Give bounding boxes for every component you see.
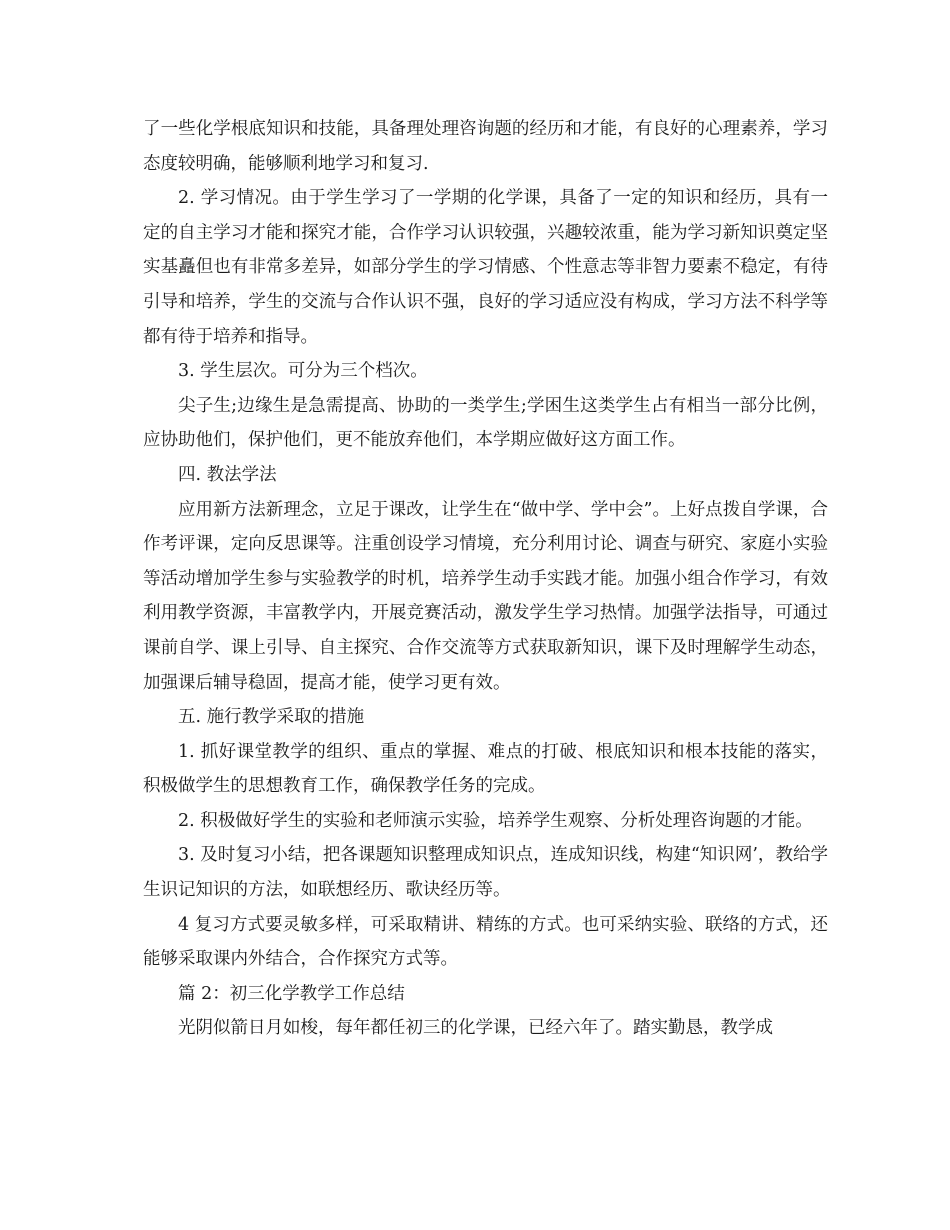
paragraph-chapter-2-intro: 光阴似箭日月如梭，每年都任初三的化学课，已经六年了。踏实勤恳，教学成 bbox=[178, 1018, 773, 1039]
paragraph-continuation: 了一些化学根底知识和技能，具备理处理咨询题的经历和才能，有良好的心理素养，学习态度较明确，能够顺利地学习和复习. bbox=[143, 119, 828, 174]
paragraph-measure-4: 4 复习方式要灵敏多样，可采取精讲、精练的方式。也可采纳实验、联络的方式，还能够采取课内外结合，合作探究方式等。 bbox=[143, 914, 828, 970]
heading-teaching-methods: 四. 教法学法 bbox=[178, 464, 277, 485]
paragraph-measure-2: 2. 积极做好学生的实验和老师演示实验，培养学生观察、分析处理咨询题的才能。 bbox=[178, 810, 813, 831]
paragraph-measure-3: 3. 及时复习小结，把各课题知识整理成知识点，连成知识线，构建“知识网’，教给学生识记知识的方法，如联想经历、歌诀经历等。 bbox=[143, 845, 828, 901]
paragraph-student-types: 尖子生;边缘生是急需提高、协助的一类学生;学困生这类学生占有相当一部分比例，应协助他们，保护他们，更不能放弃他们，本学期应做好这方面工作。 bbox=[143, 395, 828, 451]
paragraph-student-levels: 3. 学生层次。可分为三个档次。 bbox=[178, 361, 428, 382]
heading-chapter-2: 篇 2：初三化学教学工作总结 bbox=[178, 983, 405, 1004]
paragraph-learning-situation: 2. 学习情况。由于学生学习了一学期的化学课，具备了一定的知识和经历，具有一定的自主学习才能和探究才能，合作学习认识较强，兴趣较浓重，能为学习新知识奠定坚实基矗但也有非常多差异，如部分学生的学习情感、个性意志等非智力要素不稳定，有待引导和培养，学生的交流与合作认识不强，良好的学习适应没有构成，学习方法不科学等都有待于培养和指导。 bbox=[143, 188, 828, 347]
document-body bbox=[143, 112, 828, 1046]
paragraph-teaching-methods: 应用新方法新理念，立足于课改，让学生在“做中学、学中会”。上好点拨自学课，合作考评课，定向反思课等。注重创设学习情境，充分利用讨论、调查与研究、家庭小实验等活动增加学生参与实验教学的时机，培养学生动手实践才能。加强小组合作学习，有效利用教学资源，丰富教学内，开展竞赛活动，激发学生学习热情。加强学法指导，可通过课前自学、课上引导、自主探究、合作交流等方式获取新知识，课下及时理解学生动态，加强课后辅导稳固，提高才能，使学习更有效。 bbox=[143, 499, 828, 693]
heading-measures: 五. 施行教学采取的措施 bbox=[178, 707, 365, 728]
paragraph-measure-1: 1. 抓好课堂教学的组织、重点的掌握、难点的打破、根底知识和根本技能的落实，积极做学生的思想教育工作，确保教学任务的完成。 bbox=[143, 741, 828, 797]
